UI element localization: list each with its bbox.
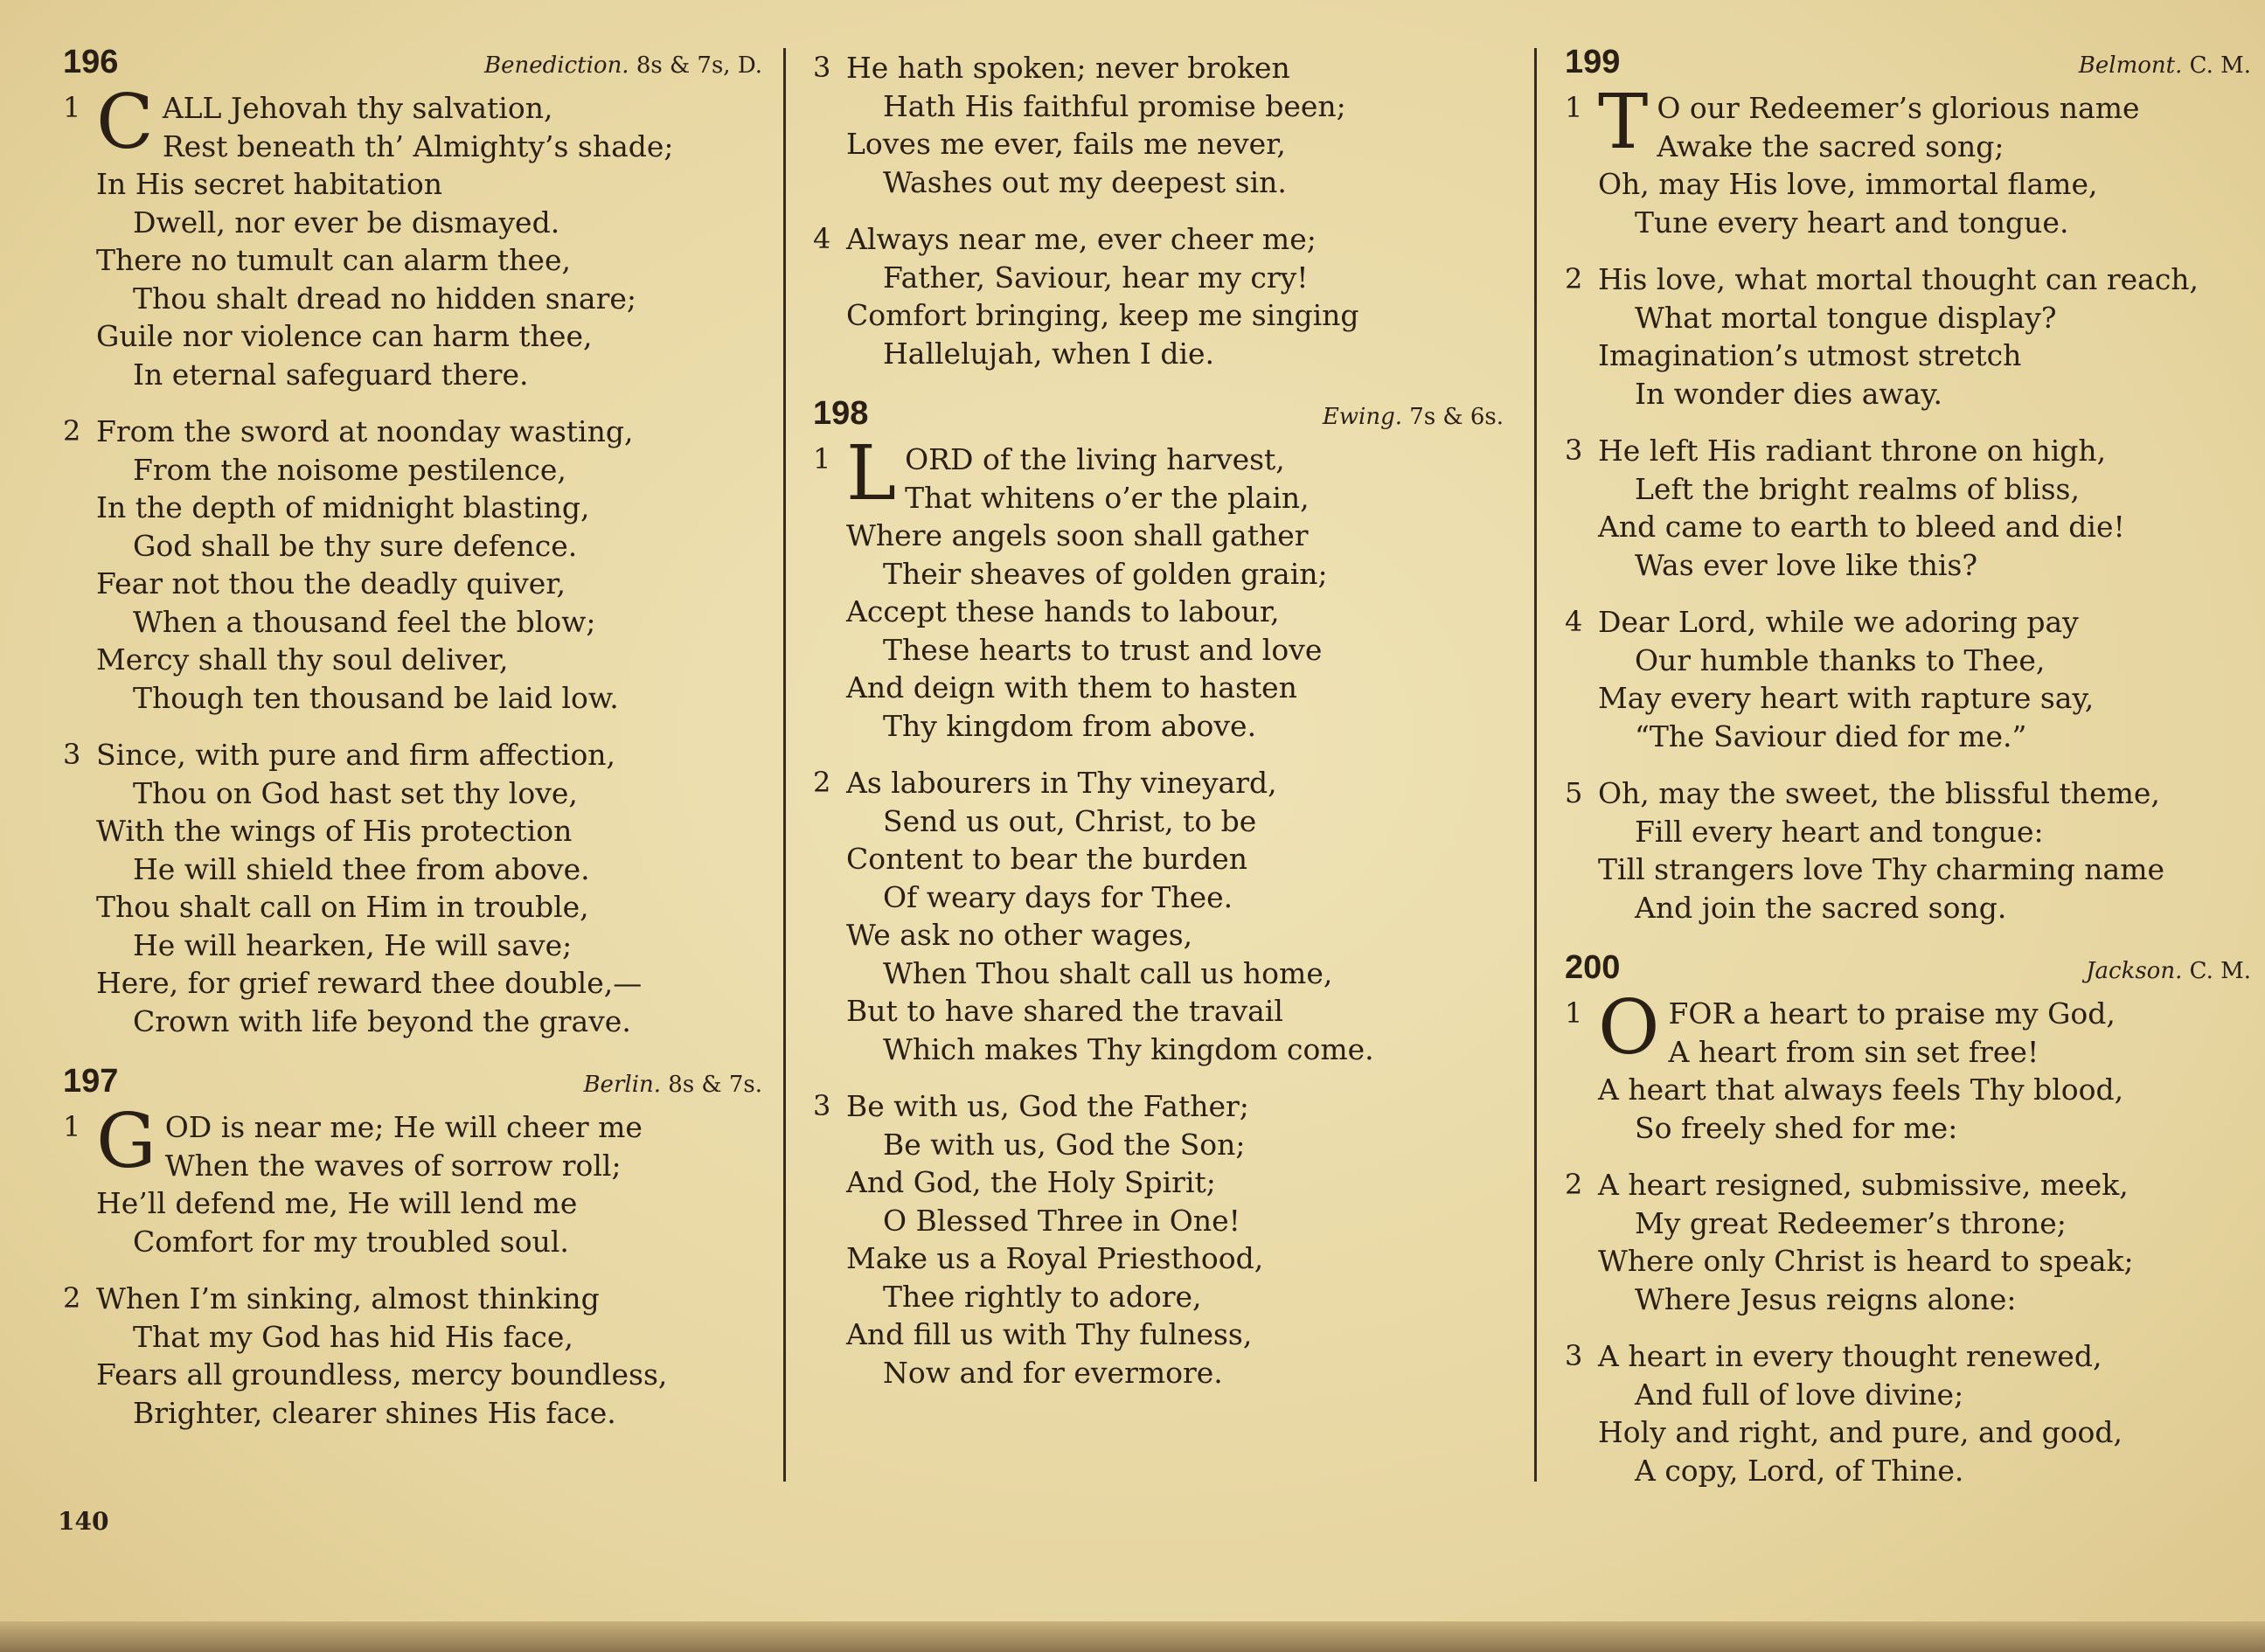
verse: [1565, 774, 2251, 927]
verse-number: 2: [63, 414, 81, 448]
drop-cap: L: [846, 430, 897, 517]
verse-line: Father, Saviour, hear my cry!: [883, 260, 1309, 295]
verse-line: Make us a Royal Priesthood,: [846, 1241, 1264, 1275]
verse-line: He hath spoken; never broken: [846, 51, 1290, 85]
verse-line: O Blessed Three in One!: [883, 1203, 1240, 1238]
verse: [63, 1280, 762, 1432]
verse-lines: [63, 1098, 762, 1260]
drop-cap: G: [96, 1098, 156, 1185]
hymn: [63, 44, 762, 1040]
verse-line: Till strangers love Thy charming name: [1598, 852, 2165, 886]
verse-number: 1: [63, 1110, 81, 1143]
hymn-number: 197: [63, 1063, 119, 1100]
verse-line: And God, the Holy Spirit;: [846, 1165, 1216, 1199]
verse-lines: [63, 79, 762, 393]
verse-number: 4: [813, 222, 831, 255]
verse-number: 2: [63, 1281, 81, 1315]
verse-line: Where Jesus reigns alone:: [1635, 1281, 2017, 1316]
hymn-header: [63, 44, 762, 84]
verse-line: Tune every heart and tongue.: [1635, 205, 2069, 239]
verse-line: A heart that always feels Thy blood,: [1598, 1072, 2124, 1107]
verse-line: So freely shed for me:: [1635, 1110, 1958, 1145]
verse: [813, 220, 1504, 372]
verse-line: But to have shared the travail: [846, 994, 1283, 1028]
verse-line: Of weary days for Thee.: [883, 879, 1233, 914]
verse-line: A heart from sin set free!: [1668, 1034, 2039, 1069]
verse: [813, 764, 1504, 1068]
verse-lines: [813, 49, 1504, 201]
verse-line: Fear not thou the deadly quiver,: [96, 566, 566, 600]
drop-cap: C: [96, 79, 154, 166]
verse-line: And join the sacred song.: [1635, 890, 2007, 925]
hymn: [1565, 44, 2251, 927]
verse-number: 4: [1565, 605, 1583, 638]
verse-line: Send us out, Christ, to be: [883, 803, 1257, 838]
hymn-header: [1565, 949, 2251, 989]
verse: [1565, 79, 2251, 241]
verse-line: He will shield thee from above.: [133, 851, 590, 886]
verse-line: ALL Jehovah thy salvation,: [162, 91, 553, 125]
meter: 8s & 7s.: [668, 1072, 762, 1098]
verse-lines: [1565, 260, 2251, 413]
hymn: [813, 49, 1504, 372]
column-divider: [1534, 48, 1537, 1482]
verse-line: As labourers in Thy vineyard,: [846, 766, 1277, 800]
verse: [63, 736, 762, 1040]
verse-line: Holy and right, and pure, and good,: [1598, 1415, 2123, 1449]
tune-name: Berlin.: [583, 1072, 662, 1098]
verse: [63, 1098, 762, 1260]
verse-line: Thou on God hast set thy love,: [133, 775, 578, 810]
verse: [1565, 1166, 2251, 1318]
verse-line: His love, what mortal thought can reach,: [1598, 262, 2199, 296]
hymn-number: 196: [63, 44, 119, 80]
meter: C. M.: [2189, 52, 2251, 79]
verse-number: 3: [1565, 1339, 1583, 1372]
page-edge: [0, 1621, 2265, 1652]
verse-line: My great Redeemer’s throne;: [1635, 1205, 2067, 1240]
verse-number: 3: [63, 738, 81, 771]
tune-info: [2079, 52, 2251, 79]
verse-number: 1: [1565, 996, 1583, 1030]
meter: 7s & 6s.: [1409, 404, 1504, 430]
verse-lines: [813, 430, 1504, 745]
verse-number: 3: [1565, 434, 1583, 467]
verse-line: Loves me ever, fails me never,: [846, 127, 1286, 161]
verse-line: FOR a heart to praise my God,: [1668, 996, 2116, 1031]
verse-line: In the depth of midnight blasting,: [96, 490, 590, 524]
verse-line: Comfort bringing, keep me singing: [846, 298, 1359, 332]
verse: [63, 79, 762, 393]
verse-number: 1: [813, 442, 831, 475]
verse-line: May every heart with rapture say,: [1598, 681, 2095, 715]
verse-line: When Thou shalt call us home,: [883, 955, 1333, 990]
hymn-header: [1565, 44, 2251, 84]
verse-line: Awake the sacred song;: [1657, 128, 2004, 163]
tune-name: Benediction.: [484, 52, 629, 79]
verse-line: Since, with pure and firm affection,: [96, 738, 616, 772]
verse: [1565, 1337, 2251, 1489]
hymn-header: [63, 1063, 762, 1103]
verse-line: Where angels soon shall gather: [846, 518, 1309, 552]
verse-line: With the wings of His protection: [96, 814, 573, 848]
verse-line: These hearts to trust and love: [883, 632, 1323, 667]
verse-line: Imagination’s utmost stretch: [1598, 338, 2022, 372]
verse-number: 1: [1565, 91, 1583, 124]
verse-line: Here, for grief reward thee double,—: [96, 966, 643, 1000]
verse-line: What mortal tongue display?: [1635, 300, 2057, 335]
verse-lines: [1565, 79, 2251, 241]
verse-line: Left the bright realms of bliss,: [1635, 471, 2080, 506]
verse-line: OD is near me; He will cheer me: [164, 1110, 643, 1144]
verse-lines: [1565, 774, 2251, 927]
verse: [1565, 603, 2251, 755]
verse-line: A copy, Lord, of Thine.: [1635, 1453, 1964, 1488]
verse-lines: [1565, 984, 2251, 1147]
verse-number: 2: [1565, 1168, 1583, 1201]
verse-line: Washes out my deepest sin.: [883, 164, 1287, 199]
verse-line: He’ll defend me, He will lend me: [96, 1186, 578, 1220]
verse-line: Our humble thanks to Thee,: [1635, 642, 2046, 677]
verse-lines: [1565, 1166, 2251, 1318]
tune-info: [1323, 404, 1504, 430]
verse-number: 2: [813, 766, 831, 799]
verse-line: When I’m sinking, almost thinking: [96, 1281, 600, 1315]
tune-info: [484, 52, 762, 79]
verse-line: Rest beneath th’ Almighty’s shade;: [162, 128, 674, 163]
verse-line: Was ever love like this?: [1635, 547, 1978, 582]
verse-line: There no tumult can alarm thee,: [96, 243, 571, 277]
hymn: [813, 395, 1504, 1392]
verse-line: God shall be thy sure defence.: [133, 528, 578, 563]
hymn: [1565, 949, 2251, 1489]
verse-line: Which makes Thy kingdom come.: [883, 1031, 1374, 1066]
verse: [1565, 984, 2251, 1147]
verse-line: Though ten thousand be laid low.: [133, 680, 619, 715]
verse-line: In His secret habitation: [96, 167, 443, 201]
verse-line: From the sword at noonday wasting,: [96, 414, 634, 448]
verse-lines: [1565, 1337, 2251, 1489]
verse-lines: [63, 736, 762, 1040]
verse-line: In wonder dies away.: [1635, 376, 1943, 411]
verse-lines: [813, 220, 1504, 372]
verse: [813, 49, 1504, 201]
hymn-number: 198: [813, 395, 869, 432]
verse-line: Hallelujah, when I die.: [883, 336, 1215, 371]
verse-line: And fill us with Thy fulness,: [846, 1317, 1253, 1351]
column-divider: [783, 48, 786, 1482]
verse-line: Where only Christ is heard to speak;: [1598, 1244, 2134, 1278]
verse-line: Be with us, God the Son;: [883, 1127, 1246, 1162]
verse-number: 1: [63, 91, 81, 124]
column-2: [813, 44, 1504, 1414]
verse-line: Their sheaves of golden grain;: [883, 556, 1328, 591]
hymn-header: [813, 395, 1504, 435]
verse-number: 3: [813, 51, 831, 84]
page-number: 140: [58, 1507, 109, 1536]
tune-name: Belmont.: [2078, 52, 2183, 79]
verse-line: He will hearken, He will save;: [133, 927, 573, 962]
verse-line: “The Saviour died for me.”: [1635, 718, 2027, 753]
verse-lines: [813, 764, 1504, 1068]
verse: [63, 413, 762, 717]
verse-line: Thou shalt call on Him in trouble,: [96, 890, 589, 924]
verse-line: Dear Lord, while we adoring pay: [1598, 605, 2079, 639]
tune-info: [2086, 958, 2251, 984]
verse-line: When the waves of sorrow roll;: [164, 1148, 622, 1183]
verse-line: Thy kingdom from above.: [883, 708, 1257, 743]
verse-line: Always near me, ever cheer me;: [846, 222, 1317, 256]
verse-line: Be with us, God the Father;: [846, 1089, 1249, 1123]
verse: [813, 1087, 1504, 1392]
verse-line: When a thousand feel the blow;: [133, 604, 596, 639]
verse-lines: [63, 413, 762, 717]
verse-line: That my God has hid His face,: [133, 1319, 573, 1354]
verse-lines: [63, 1280, 762, 1432]
verse-number: 3: [813, 1089, 831, 1122]
verse-line: Fears all groundless, mercy boundless,: [96, 1357, 668, 1392]
verse-line: Thee rightly to adore,: [883, 1279, 1202, 1314]
verse-line: A heart resigned, submissive, meek,: [1598, 1168, 2129, 1202]
column-1: [63, 44, 762, 1454]
verse-line: Accept these hands to labour,: [846, 594, 1280, 628]
verse-line: Oh, may the sweet, the blissful theme,: [1598, 776, 2160, 810]
verse-line: We ask no other wages,: [846, 918, 1193, 952]
verse-line: From the noisome pestilence,: [133, 452, 566, 487]
verse-line: Now and for evermore.: [883, 1355, 1223, 1390]
verse-line: That whitens o’er the plain,: [905, 480, 1310, 515]
drop-cap: T: [1598, 79, 1649, 166]
verse: [1565, 260, 2251, 413]
verse-line: In eternal safeguard there.: [133, 357, 529, 392]
verse-lines: [1565, 432, 2251, 584]
verse-line: A heart in every thought renewed,: [1598, 1339, 2102, 1373]
verse-line: Crown with life beyond the grave.: [133, 1003, 631, 1038]
verse: [1565, 432, 2251, 584]
tune-info: [583, 1072, 762, 1098]
meter: C. M.: [2189, 958, 2251, 984]
drop-cap: O: [1598, 984, 1660, 1072]
column-3: [1565, 44, 2251, 1512]
verse-line: Dwell, nor ever be dismayed.: [133, 205, 560, 239]
verse-number: 2: [1565, 262, 1583, 295]
verse-lines: [813, 1087, 1504, 1392]
hymn-number: 199: [1565, 44, 1621, 80]
verse-line: ORD of the living harvest,: [905, 442, 1285, 476]
verse-line: Brighter, clearer shines His face.: [133, 1395, 616, 1430]
verse-line: He left His radiant throne on high,: [1598, 434, 2107, 468]
verse-line: Hath His faithful promise been;: [883, 88, 1346, 123]
verse-line: Thou shalt dread no hidden snare;: [133, 281, 636, 316]
verse-line: O our Redeemer’s glorious name: [1657, 91, 2140, 125]
tune-name: Jackson.: [2086, 958, 2183, 984]
verse-line: And deign with them to hasten: [846, 670, 1297, 705]
verse-line: Oh, may His love, immortal flame,: [1598, 167, 2098, 201]
verse-number: 5: [1565, 776, 1583, 809]
verse-lines: [1565, 603, 2251, 755]
tune-name: Ewing.: [1322, 404, 1403, 430]
verse-line: Fill every heart and tongue:: [1635, 814, 2044, 849]
verse: [813, 430, 1504, 745]
hymn: [63, 1063, 762, 1432]
verse-line: Content to bear the burden: [846, 842, 1247, 876]
hymn-number: 200: [1565, 949, 1621, 986]
verse-line: Guile nor violence can harm thee,: [96, 319, 593, 353]
verse-line: And came to earth to bleed and die!: [1598, 510, 2125, 544]
verse-line: Comfort for my troubled soul.: [133, 1224, 569, 1259]
meter: 8s & 7s, D.: [636, 52, 762, 79]
verse-line: Mercy shall thy soul deliver,: [96, 642, 509, 677]
verse-line: And full of love divine;: [1635, 1377, 1964, 1412]
